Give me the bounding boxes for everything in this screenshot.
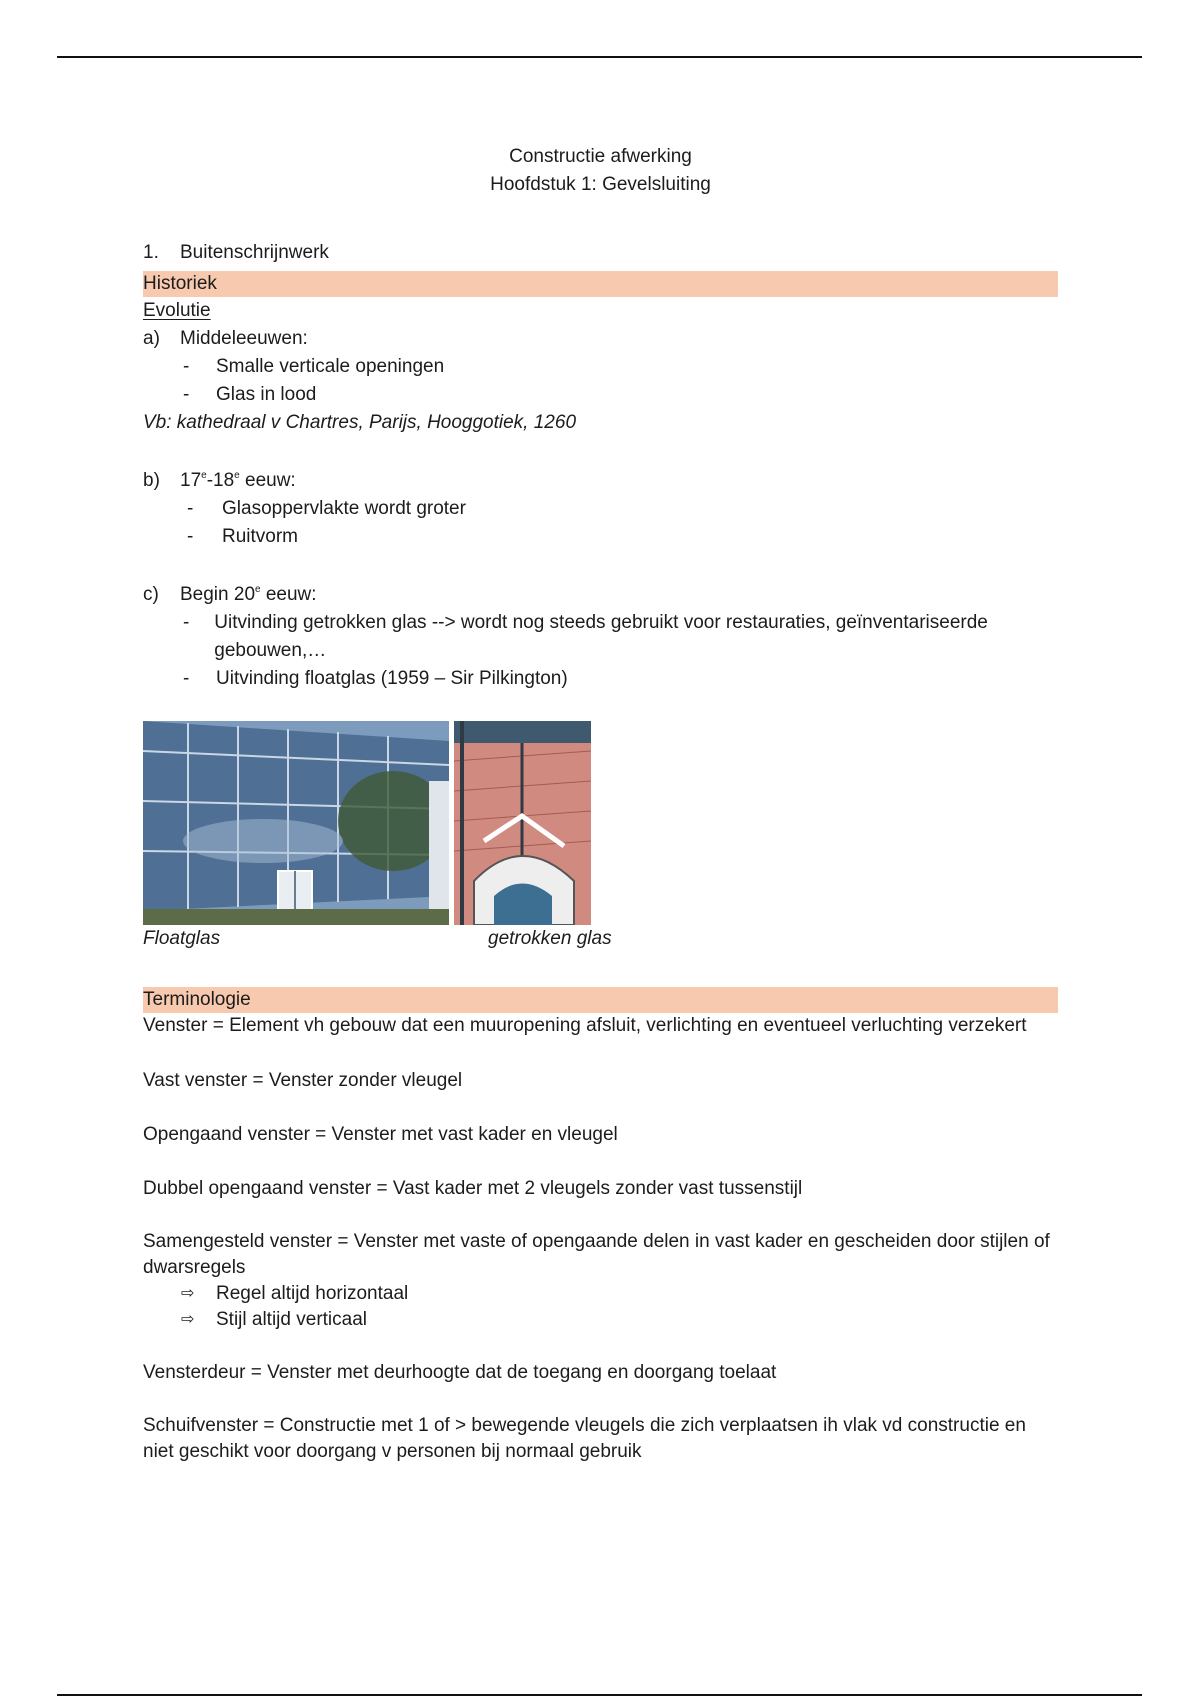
caption-getrokken-glas: getrokken glas [488, 928, 612, 949]
list-item-c [143, 581, 1058, 609]
list-item: - Glas in lood [183, 384, 317, 405]
bullet-list-a [143, 353, 1058, 409]
caption-floatglas: Floatglas [143, 928, 221, 949]
definition: Vensterdeur = Venster met deurhoogte dat de toegang en doorgang toelaat [143, 1362, 777, 1383]
list-item: - Uitvinding floatglas (1959 – Sir Pilkington) [183, 668, 568, 689]
section-number: 1. [143, 242, 159, 263]
list-item-a [143, 325, 1058, 353]
item-title: Middeleeuwen: [180, 328, 308, 349]
definition: Schuifvenster = Constructie met 1 of > bewegende vleugels die zich verplaatsen ih vlak vd constructie en niet geschikt voor doorgang v personen bij normaal gebruik [143, 1415, 1026, 1462]
list-item-b [143, 467, 1058, 495]
definition: Dubbel opengaand venster = Vast kader met 2 vleugels zonder vast tussenstijl [143, 1178, 803, 1199]
terminologie-band: Terminologie [143, 987, 1058, 1013]
evolution-heading: Evolutie [143, 300, 211, 321]
list-item: ⇨ Regel altijd horizontaal [179, 1281, 1058, 1307]
list-item: - Smalle verticale openingen [183, 356, 445, 377]
list-item: - Ruitvorm [187, 526, 299, 547]
item-title: Begin 20e eeuw: [180, 584, 317, 605]
definition: Opengaand venster = Venster met vast kader en vleugel [143, 1124, 618, 1145]
arrow-icon: ⇨ [181, 1285, 195, 1302]
bullet-list-b [143, 495, 1058, 551]
image-captions [143, 925, 1058, 953]
footer-rule [57, 1694, 1142, 1696]
arrow-list [143, 1281, 1058, 1333]
item-label: c) [143, 584, 159, 605]
example-text: Vb: kathedraal v Chartres, Parijs, Hooggotiek, 1260 [143, 412, 577, 433]
document-page [143, 143, 1058, 1465]
definition: Venster = Element vh gebouw dat een muuropening afsluit, verlichting en eventueel verluchting verzekert [143, 1015, 1027, 1036]
list-item: ⇨ Stijl altijd verticaal [179, 1307, 1058, 1333]
item-label: a) [143, 328, 160, 349]
item-label: b) [143, 470, 160, 491]
course-title: Constructie afwerking [509, 146, 692, 167]
list-item: - Glasoppervlakte wordt groter [187, 498, 466, 519]
getrokken-glas-image [454, 721, 591, 925]
list-item: - Uitvinding getrokken glas --> wordt nog steeds gebruikt voor restauraties, geïnventariseerde gebouwen,… [183, 612, 988, 661]
historiek-band: Historiek [143, 271, 1058, 297]
section-title: Buitenschrijnwerk [180, 242, 329, 263]
chapter-title: Hoofdstuk 1: Gevelsluiting [490, 174, 711, 195]
page-title [143, 143, 1058, 199]
floatglas-image [143, 721, 449, 925]
image-row [143, 721, 1058, 925]
arrow-icon: ⇨ [181, 1311, 195, 1328]
bullet-list-c [143, 609, 1058, 693]
item-title: 17e-18e eeuw: [180, 470, 296, 491]
definition: Samengesteld venster = Venster met vaste of opengaande delen in vast kader en gescheiden door stijlen of dwarsregels [143, 1231, 1050, 1278]
definition: Vast venster = Venster zonder vleugel [143, 1070, 463, 1091]
section-heading [143, 239, 1058, 267]
header-rule [57, 56, 1142, 58]
